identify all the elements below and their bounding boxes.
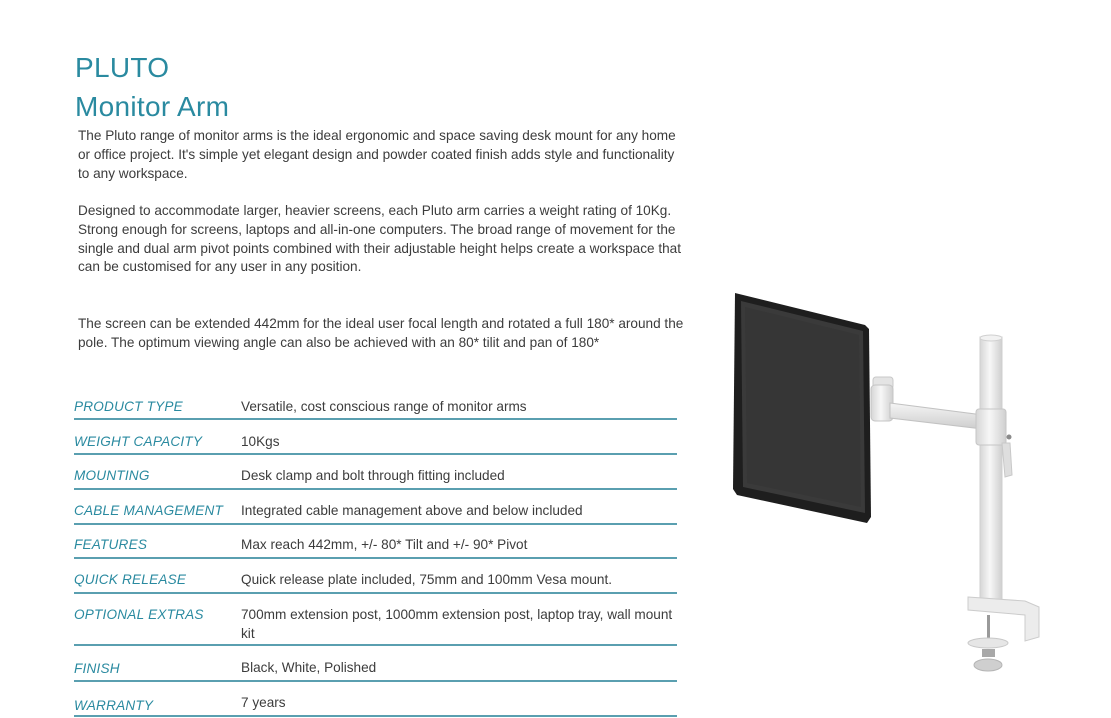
spec-row-cable-management <box>74 502 677 525</box>
spec-row-weight-capacity <box>74 433 677 455</box>
desk-clamp <box>968 597 1039 671</box>
spec-label: MOUNTING <box>74 468 150 483</box>
product-image <box>725 285 1055 685</box>
monitor-screen <box>733 293 871 523</box>
product-category: Monitor Arm <box>75 91 230 122</box>
spec-label: CABLE MANAGEMENT <box>74 503 223 518</box>
monitor-arm-illustration <box>725 285 1055 685</box>
spec-value: Max reach 442mm, +/- 80* Tilt and +/- 90* Pivot <box>241 537 528 552</box>
product-title <box>75 48 229 126</box>
spec-row-mounting <box>74 467 677 490</box>
spec-label: PRODUCT TYPE <box>74 399 183 414</box>
spec-label: QUICK RELEASE <box>74 572 187 587</box>
spec-row-finish <box>74 659 677 682</box>
spec-value: 10Kgs <box>241 434 280 449</box>
spec-label: WARRANTY <box>74 698 154 713</box>
spec-value: 700mm extension post, 1000mm extension post, laptop tray, wall mount kit <box>241 607 673 641</box>
spec-row-optional-extras <box>74 606 677 646</box>
description-paragraph-3: The screen can be extended 442mm for the ideal user focal length and rotated a full 180* around the pole. The optimum viewing angle can also be achieved with an 80* tilit and pan of 180* <box>78 316 684 350</box>
extension-arm <box>890 403 983 429</box>
spec-value: Black, White, Polished <box>241 660 377 675</box>
spec-label: OPTIONAL EXTRAS <box>74 607 204 622</box>
spec-row-warranty <box>74 694 677 717</box>
description-paragraph-1: The Pluto range of monitor arms is the ideal ergonomic and space saving desk mount for any home or office project. It's simple yet elegant design and powder coated finish adds style and functionality to any workspace. <box>78 128 676 181</box>
spec-row-product-type <box>74 398 677 420</box>
product-name: PLUTO <box>75 52 170 83</box>
spec-value: Desk clamp and bolt through fitting included <box>241 468 505 483</box>
spec-label: WEIGHT CAPACITY <box>74 434 203 449</box>
spec-row-features <box>74 536 677 559</box>
spec-value: Integrated cable management above and below included <box>241 503 583 518</box>
spec-value: Versatile, cost conscious range of monitor arms <box>241 399 527 414</box>
spec-label: FINISH <box>74 661 120 676</box>
spec-row-quick-release <box>74 571 677 594</box>
description-paragraph-2: Designed to accommodate larger, heavier screens, each Pluto arm carries a weight rating of 10Kg. Strong enough for screens, laptops and all-in-one computers. The broad range of movement for the single and dual arm pivot points combined with their adjustable height helps create a workspace that can be customised for any user in any position. <box>78 203 682 275</box>
spec-value: 7 years <box>241 695 286 710</box>
spec-value: Quick release plate included, 75mm and 100mm Vesa mount. <box>241 572 613 587</box>
spec-label: FEATURES <box>74 537 148 552</box>
pole <box>976 335 1012 602</box>
